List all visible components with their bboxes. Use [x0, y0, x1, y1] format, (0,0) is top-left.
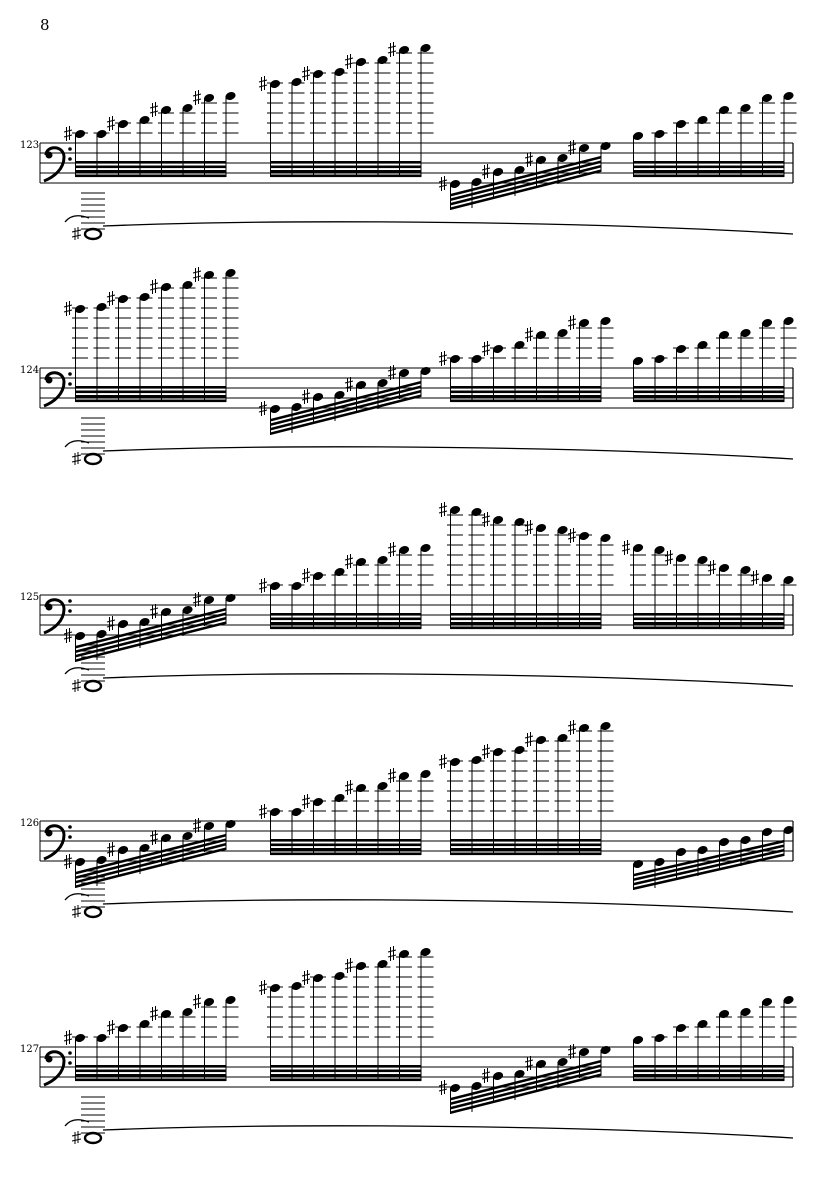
- beam: [271, 1074, 422, 1077]
- beam: [271, 618, 422, 621]
- beam: [451, 622, 602, 625]
- system-4: [0, 678, 835, 908]
- note-group: [64, 994, 239, 1081]
- beam: [634, 613, 785, 616]
- beam: [634, 622, 785, 625]
- sharp-icon: [751, 570, 759, 585]
- clef-dot: [68, 835, 72, 839]
- sharp-icon: [259, 76, 267, 91]
- sharp-icon: [439, 351, 447, 366]
- note-group: [64, 90, 239, 177]
- sharp-icon: [259, 804, 267, 819]
- note-group: [259, 365, 432, 435]
- measure-number: 126: [20, 818, 40, 829]
- sharp-icon: [150, 102, 158, 117]
- sharp-icon: [482, 744, 490, 759]
- sharp-icon: [525, 152, 533, 167]
- sharp-icon: [302, 794, 310, 809]
- sharp-icon: [708, 560, 716, 575]
- note-group: [64, 267, 239, 402]
- sharp-icon: [482, 1068, 490, 1083]
- tie-in: [65, 1120, 89, 1126]
- measure-number: 123: [20, 140, 40, 151]
- sharp-icon: [107, 842, 115, 857]
- clef-dot: [46, 604, 53, 611]
- sharp-icon: [568, 720, 576, 735]
- sharp-icon: [193, 90, 201, 105]
- system-1: [0, 0, 835, 230]
- bass-clef-icon: [44, 825, 72, 859]
- clef-dot: [68, 1051, 72, 1055]
- tie-out: [103, 1126, 793, 1138]
- beam: [634, 618, 785, 621]
- beam: [634, 1079, 785, 1082]
- note-group: [632, 825, 795, 890]
- staff-system: [0, 678, 835, 908]
- clef-dot: [68, 825, 72, 829]
- sharp-icon: [345, 780, 353, 795]
- sharp-icon: [302, 66, 310, 81]
- beam: [634, 627, 785, 630]
- beam: [76, 386, 227, 389]
- beam: [451, 613, 602, 616]
- beam: [451, 853, 602, 856]
- beam: [451, 386, 602, 389]
- beam: [271, 166, 422, 169]
- beam: [271, 1079, 422, 1082]
- sharp-icon: [665, 550, 673, 565]
- beam: [634, 391, 785, 394]
- sharp-icon: [525, 327, 533, 342]
- beam: [634, 386, 785, 389]
- note-group: [622, 540, 797, 629]
- beam: [634, 161, 785, 164]
- beam: [451, 844, 602, 847]
- staff-system: [0, 225, 835, 455]
- whole-note-head: [85, 1133, 101, 1143]
- beam: [634, 395, 785, 398]
- bass-clef-icon: [44, 1051, 72, 1085]
- beam: [451, 395, 602, 398]
- clef-dot: [46, 377, 53, 384]
- clef-dot: [68, 1061, 72, 1065]
- sharp-icon: [525, 520, 533, 535]
- beam: [271, 844, 422, 847]
- beam: [451, 848, 602, 851]
- note-group: [632, 91, 797, 177]
- sharp-icon: [302, 389, 310, 404]
- sharp-icon: [345, 377, 353, 392]
- bass-clef-icon: [44, 372, 72, 406]
- note-group: [259, 946, 434, 1081]
- beam: [76, 1074, 227, 1077]
- note-group: [259, 542, 434, 629]
- note-group: [632, 995, 797, 1081]
- pedal-note: [65, 1097, 793, 1144]
- beam: [451, 391, 602, 394]
- beam: [634, 170, 785, 173]
- note-group: [439, 315, 614, 402]
- clef-dot: [68, 372, 72, 376]
- beam: [634, 1065, 785, 1068]
- clef-dot: [68, 147, 72, 151]
- clef-dot: [68, 157, 72, 161]
- clef-dot: [46, 830, 53, 837]
- beam: [271, 839, 422, 842]
- beam: [271, 170, 422, 173]
- sharp-icon: [107, 116, 115, 131]
- sharp-icon: [302, 568, 310, 583]
- sharp-icon: [482, 164, 490, 179]
- beam: [271, 613, 422, 616]
- sharp-icon: [388, 946, 396, 961]
- clef-dot: [68, 599, 72, 603]
- sharp-icon: [107, 1020, 115, 1035]
- sharp-icon: [482, 341, 490, 356]
- sharp-icon: [64, 126, 72, 141]
- page-number: 8: [40, 16, 50, 34]
- sharp-icon: [439, 502, 447, 517]
- system-3: [0, 452, 835, 682]
- sharp-icon: [345, 54, 353, 69]
- sharp-icon: [150, 1006, 158, 1021]
- sharp-icon: [259, 578, 267, 593]
- beam: [451, 627, 602, 630]
- note-group: [439, 140, 612, 210]
- sharp-icon: [525, 1056, 533, 1071]
- measure-number: 125: [20, 592, 40, 603]
- sharp-icon: [388, 542, 396, 557]
- clef-dot: [46, 152, 53, 159]
- note-group: [439, 1044, 612, 1114]
- clef-dot: [68, 609, 72, 613]
- beam: [271, 848, 422, 851]
- sharp-icon: [107, 616, 115, 631]
- beam: [634, 1074, 785, 1077]
- note-group: [259, 42, 434, 177]
- beam: [451, 618, 602, 621]
- beam: [634, 1070, 785, 1073]
- bass-clef-icon: [44, 599, 72, 633]
- tie-in: [65, 216, 89, 222]
- beam: [271, 175, 422, 178]
- beam: [76, 161, 227, 164]
- tie-in: [65, 668, 89, 674]
- beam: [271, 161, 422, 164]
- sharp-icon: [568, 315, 576, 330]
- sharp-icon: [193, 267, 201, 282]
- clef-dot: [46, 1056, 53, 1063]
- clef-dot: [68, 382, 72, 386]
- beam: [76, 1079, 227, 1082]
- beam: [76, 395, 227, 398]
- sharp-icon: [64, 301, 72, 316]
- sharp-icon: [525, 732, 533, 747]
- note-group: [632, 316, 797, 402]
- beam: [76, 1065, 227, 1068]
- system-5: [0, 904, 835, 1134]
- sharp-icon: [64, 1030, 72, 1045]
- system-2: [0, 225, 835, 455]
- sharp-icon: [302, 970, 310, 985]
- beam: [634, 166, 785, 169]
- beam: [634, 400, 785, 403]
- bass-clef-icon: [44, 147, 72, 181]
- beam: [76, 391, 227, 394]
- sharp-icon: [345, 554, 353, 569]
- sharp-icon: [259, 980, 267, 995]
- sharp-icon: [388, 768, 396, 783]
- beam: [634, 849, 785, 886]
- sharp-icon: [345, 958, 353, 973]
- staff-system: [0, 904, 835, 1134]
- beam: [76, 166, 227, 169]
- beam: [634, 175, 785, 178]
- beam: [271, 627, 422, 630]
- beam: [76, 1070, 227, 1073]
- beam: [271, 1065, 422, 1068]
- tie-in: [65, 441, 89, 447]
- note-group: [439, 720, 614, 855]
- beam: [76, 400, 227, 403]
- sharp-icon: [388, 42, 396, 57]
- beam: [76, 175, 227, 178]
- sharp-icon: [72, 1131, 81, 1144]
- beam: [271, 853, 422, 856]
- sharp-icon: [150, 830, 158, 845]
- sharp-icon: [439, 754, 447, 769]
- measure-number: 124: [20, 365, 40, 376]
- note-group: [439, 502, 614, 629]
- measure-number: 127: [20, 1044, 40, 1055]
- beam: [451, 839, 602, 842]
- staff-system: [0, 0, 835, 230]
- beam: [451, 400, 602, 403]
- sharp-icon: [150, 604, 158, 619]
- sharp-icon: [622, 540, 630, 555]
- beam: [271, 1070, 422, 1073]
- note-group: [259, 768, 434, 855]
- beam: [271, 622, 422, 625]
- sharp-icon: [107, 291, 115, 306]
- beam: [76, 170, 227, 173]
- tie-in: [65, 894, 89, 900]
- staff-system: [0, 452, 835, 682]
- sharp-icon: [150, 279, 158, 294]
- sharp-icon: [193, 994, 201, 1009]
